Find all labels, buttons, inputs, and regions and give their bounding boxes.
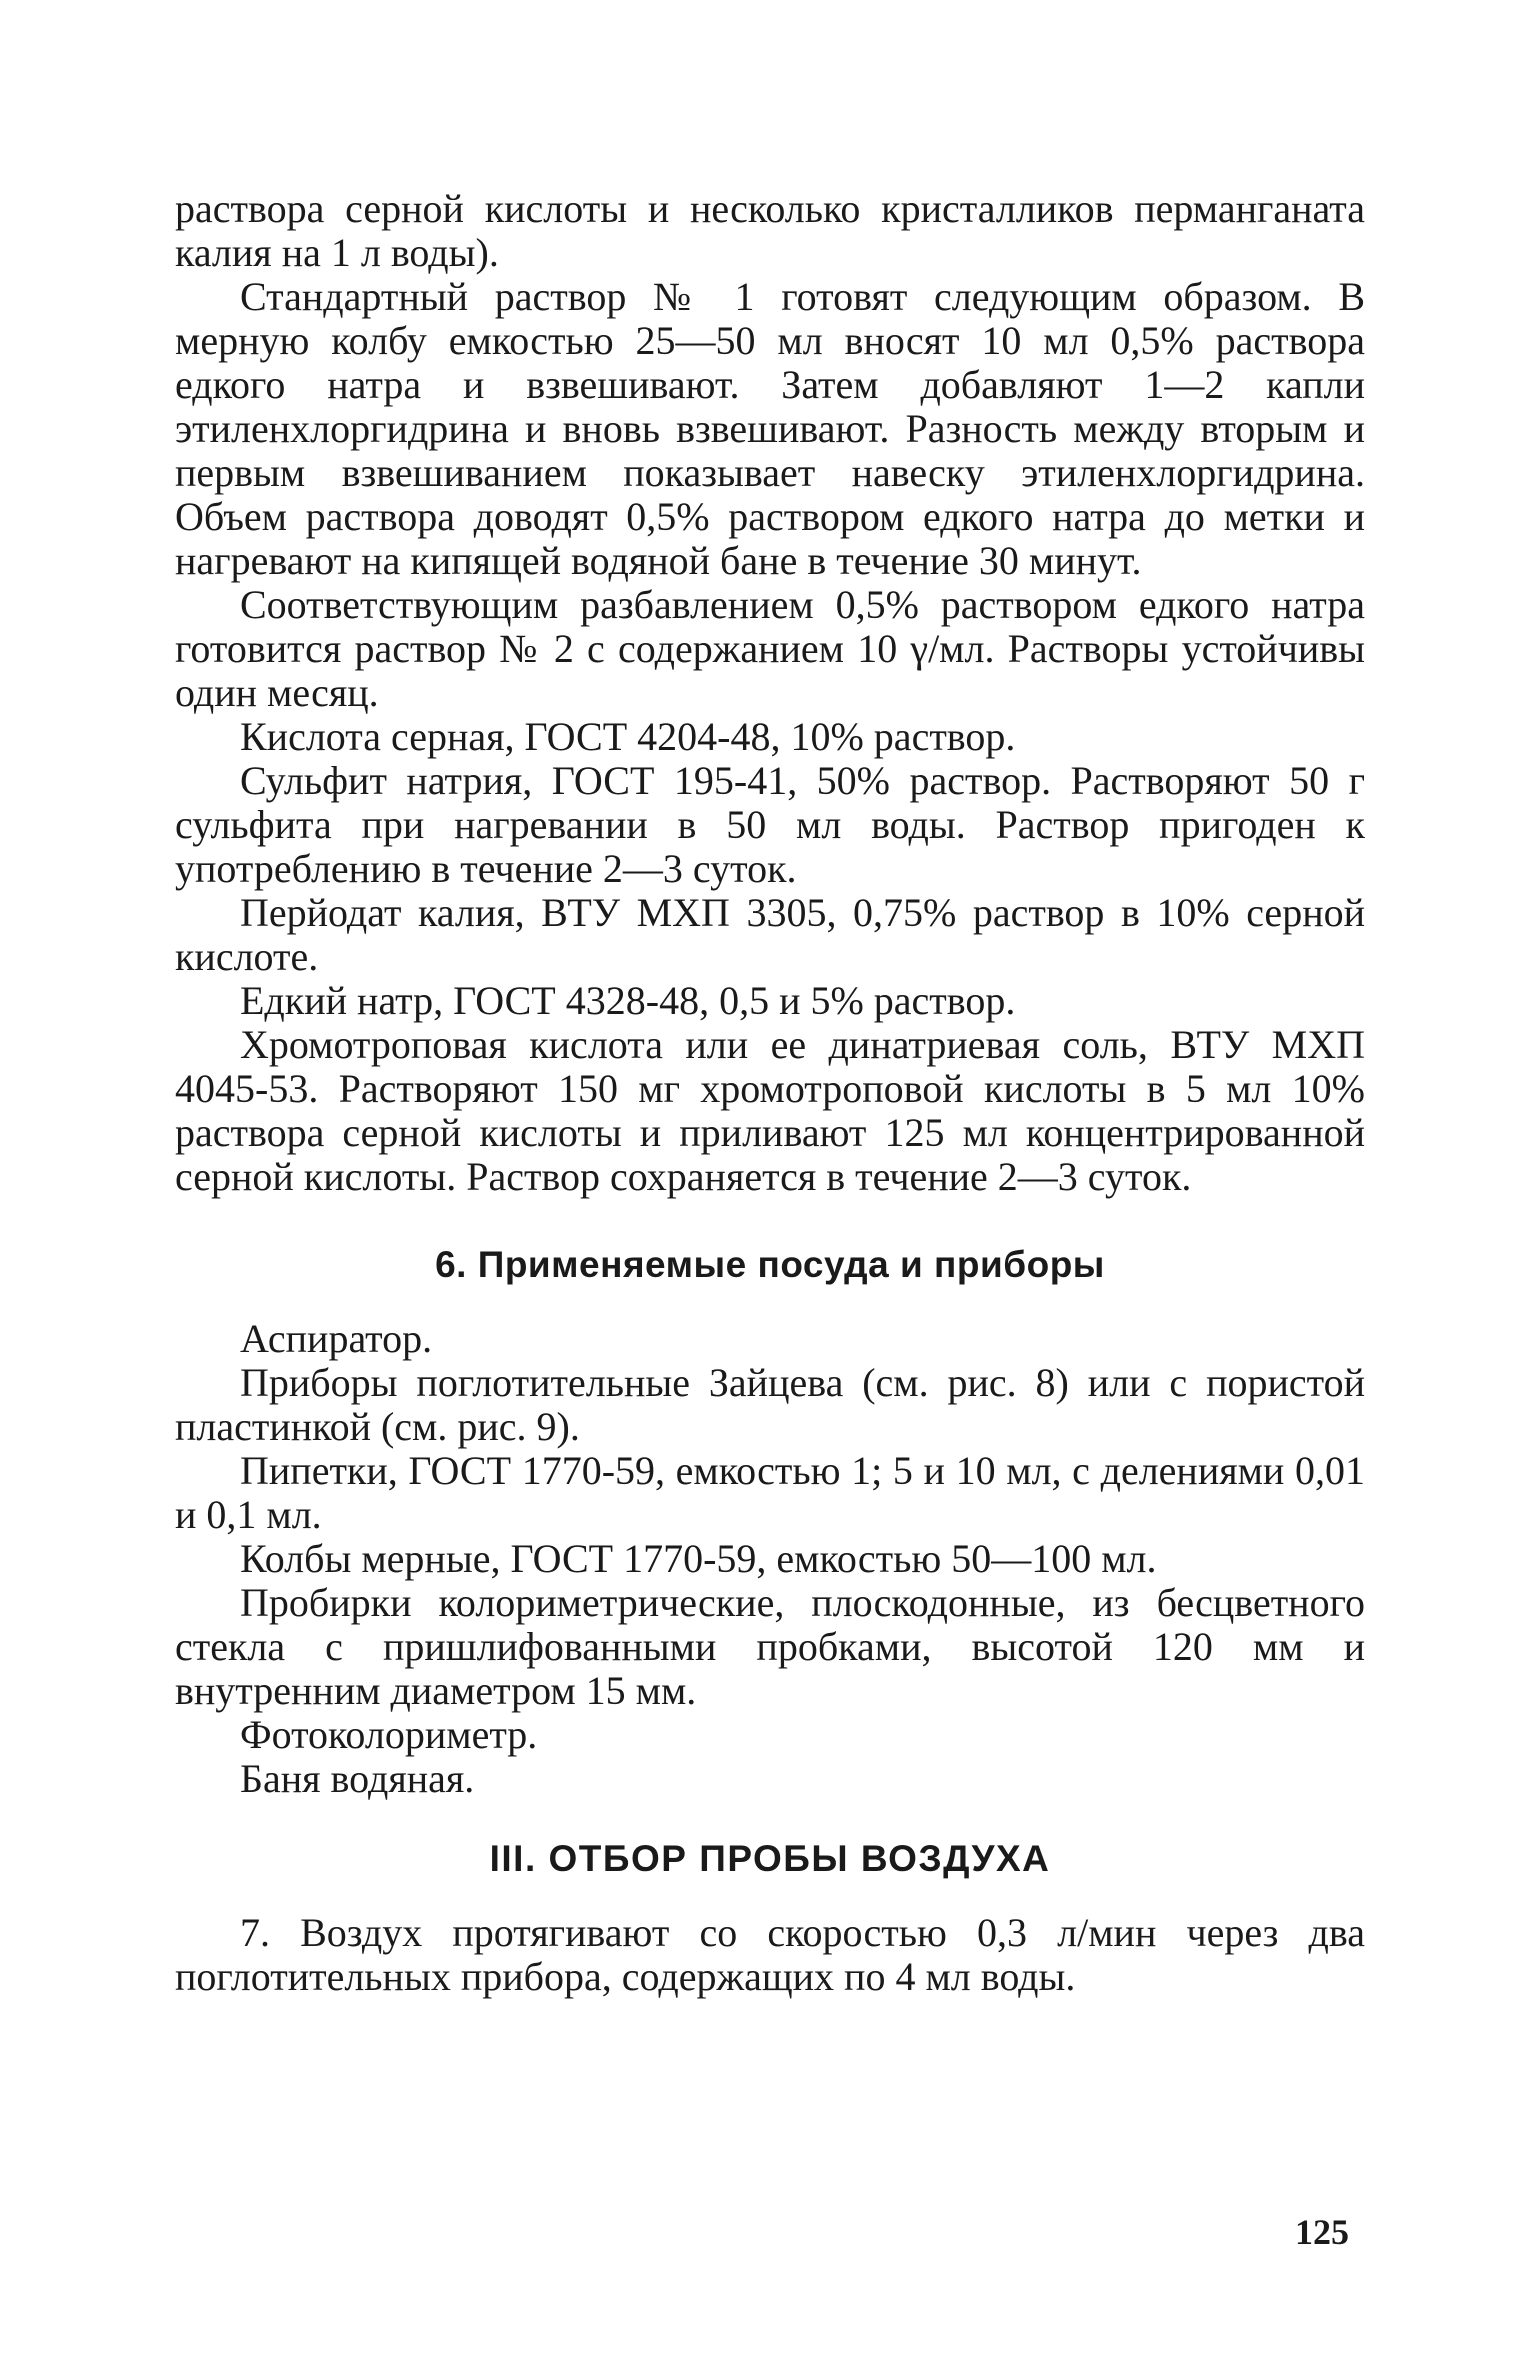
- equipment-item: Колбы мерные, ГОСТ 1770-59, емкостью 50—100 мл.: [240, 1536, 1157, 1581]
- equipment-item: Баня водяная.: [240, 1756, 475, 1801]
- page-body: [175, 187, 1365, 1999]
- chapter-heading: III. ОТБОР ПРОБЫ ВОЗДУХА: [489, 1838, 1051, 1879]
- equipment-item: Пипетки, ГОСТ 1770-59, емкостью 1; 5 и 10 мл, с делениями 0,01 и 0,1 мл.: [175, 1448, 1365, 1537]
- section-heading: 6. Применяемые посуда и приборы: [435, 1244, 1105, 1285]
- paragraph: Стандартный раствор № 1 готовят следующим образом. В мерную колбу емкостью 25—50 мл вносят 10 мл 0,5% раствора едкого натра и взвешивают. Затем добавляют 1—2 капли этиленхлоргидрина и вновь взвешивают. Разность между вторым и первым взвешиванием показывает навеску этиленхлоргидрина. Объем раствора доводят 0,5% раствором едкого натра до метки и нагревают на кипящей водяной бане в течение 30 минут.: [175, 274, 1365, 583]
- page-number: 125: [1295, 2212, 1349, 2252]
- equipment-item: Пробирки колориметрические, плоскодонные, из бесцветного стекла с пришлифованными пробками, высотой 120 мм и внутренним диаметром 15 мм.: [175, 1580, 1365, 1713]
- paragraph: Перйодат калия, ВТУ МХП 3305, 0,75% раствор в 10% серной кислоте.: [175, 890, 1365, 979]
- equipment-item: Фотоколориметр.: [240, 1712, 538, 1757]
- paragraph: Кислота серная, ГОСТ 4204-48, 10% раствор.: [240, 714, 1016, 759]
- equipment-item: Аспиратор.: [240, 1316, 433, 1361]
- paragraph: 7. Воздух протягивают со скоростью 0,3 л/мин через два поглотительных прибора, содержащих по 4 мл воды.: [175, 1910, 1365, 1999]
- paragraph: Едкий натр, ГОСТ 4328-48, 0,5 и 5% раствор.: [240, 978, 1016, 1023]
- paragraph: раствора серной кислоты и несколько кристалликов перманганата калия на 1 л воды).: [175, 186, 1365, 275]
- equipment-item: Приборы поглотительные Зайцева (см. рис. 8) или с пористой пластинкой (см. рис. 9).: [175, 1360, 1365, 1449]
- paragraph: Хромотроповая кислота или ее динатриевая соль, ВТУ МХП 4045-53. Растворяют 150 мг хромотроповой кислоты в 5 мл 10% раствора серной кислоты и приливают 125 мл концентрированной серной кислоты. Раствор сохраняется в течение 2—3 суток.: [175, 1022, 1365, 1199]
- paragraph: Соответствующим разбавлением 0,5% раствором едкого натра готовится раствор № 2 с содержанием 10 γ/мл. Растворы устойчивы один месяц.: [175, 582, 1365, 715]
- paragraph: Сульфит натрия, ГОСТ 195-41, 50% раствор. Растворяют 50 г сульфита при нагревании в 50 мл воды. Раствор пригоден к употреблению в течение 2—3 суток.: [175, 758, 1365, 891]
